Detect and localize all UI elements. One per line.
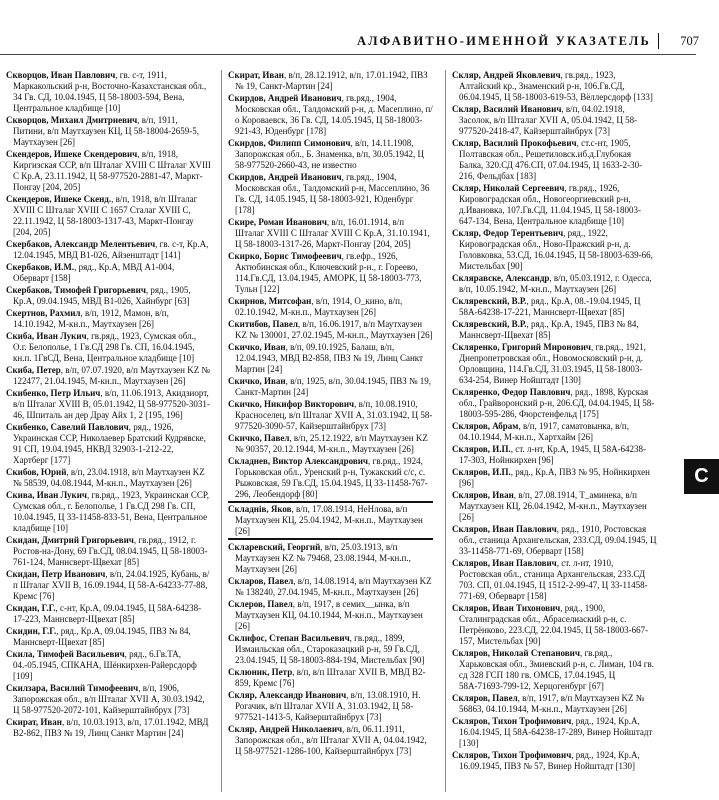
column-separator xyxy=(445,70,446,792)
entry-details: , в/п, 11.06.1913, Акидзиорт, в/п Шталаг XVIII В, 05.01.1942, Ц 58-977520-3031-46, Шпиталь ан дер Драу Айх 1, 2 [195, 196] xyxy=(13,388,210,420)
entry-name: Скляров, И.П. xyxy=(452,467,511,477)
entry-details: , ряд., Кр.А, МВД А1-004, Оберварт [158] xyxy=(13,262,175,283)
entry-name: Скирдов, Андрей Иванович xyxy=(228,93,342,103)
index-entry xyxy=(452,490,657,523)
entry-details: , в/п, 24.04.1925, Кубань, в/п Шталаг XVII В, 16.09.1944, Ц 58-А-64233-77-88, Кремс [76] xyxy=(13,569,210,601)
index-entry xyxy=(228,251,433,295)
entry-details: , гв. с-т, Кр.А, 12.04.1945, МВД В1-026, Айзенштадт [141] xyxy=(13,239,209,260)
index-entry xyxy=(6,626,211,648)
index-entry xyxy=(228,690,433,723)
entry-name: Скляров, Иван xyxy=(452,490,514,500)
index-entry xyxy=(228,542,433,575)
index-entry xyxy=(6,388,211,421)
index-entry xyxy=(6,535,211,568)
entry-details: , гв.ряд., 1924, Горьковская обл., Уренский р-н, Тужакский с/с, с. Рыжовская, 59 Гв.СД, 15.04.1945, Ц 33-11458-767-296, Леобендорф [80] xyxy=(235,456,428,499)
entry-name: Скичко, Павел xyxy=(228,433,290,443)
index-entry xyxy=(452,467,657,489)
entry-details: , ряд., 1922, Кировоградская обл., Ново-Пражский р-н, д. Головковка, 53.СД, 16.04.1945, Ц 58-18003-639-66, Мистельбах [90] xyxy=(459,228,653,271)
index-entry xyxy=(452,693,657,715)
entry-details: , ряд., Кр.А, 09.04.1945, ПВЗ № 84, Маннсверт-Щвехат [85] xyxy=(13,626,191,647)
entry-details: , гв. с-т, 1911, Маркакольский р-н, Восточно-Казахстанская обл., 34 Гв. СД, 10.04.1945, Ц 58-18003-594, Вена, Центральное кладбище [10] xyxy=(13,70,207,113)
entry-name: Скляров, И.П. xyxy=(452,444,511,454)
entry-details: , в/п, 23.04.1918, в/п Маутхаузен KZ № 58539, 04.08.1944, М-кн.п., Маутхаузен [26] xyxy=(13,467,205,488)
entry-name: Скитибов, Павел xyxy=(228,319,298,329)
entry-name: Скилзара, Василий Тимофеевич xyxy=(6,683,139,693)
index-column-1 xyxy=(6,70,211,792)
entry-details: , в/п, 04.02.1918, Засолок, в/п Шталаг XVII А, 05.04.1942, Ц 58-977520-2418-47, Кайзерштайнбрух [73] xyxy=(459,104,638,136)
entry-details: , гв.ряд., 1912, г. Ростов-на-Дону, 69 Гв.СД, 08.04.1945, Ц 58-18003-761-124, Маннсверт-Щвехат [85] xyxy=(13,535,208,567)
entry-name: Скирко, Борис Тимофеевич xyxy=(228,251,342,261)
index-column-3 xyxy=(452,70,657,792)
entry-name: Склифос, Степан Васильевич xyxy=(228,633,350,643)
entry-name: Скляр, Василий Прокофьевич xyxy=(452,138,577,148)
index-entry xyxy=(228,599,433,632)
entry-name: Скичко, Иван xyxy=(228,342,286,352)
entry-name: Скиба, Иван Лукич xyxy=(6,331,87,341)
entry-details: , в/п, 17.08.1914, НеНлова, в/п Маутхаузен КЦ, 25.04.1942, М-кн.п., Маутхаузен [26] xyxy=(235,504,423,536)
entry-details: , ряд., Кр.А, 1945, ПВЗ № 84, Маннсверт-Щвехат [85] xyxy=(459,319,639,340)
index-entry xyxy=(452,104,657,137)
index-entry xyxy=(228,399,433,432)
entry-details: , в/п, 28.12.1912, в/п, 17.01.1942, ПВЗ № 19, Санкт-Мартин [24] xyxy=(235,70,428,91)
entry-details: , в/п, 13.08.1910, Н. Рогачик, в/п Шталаг XVII А, 31.03.1942, Ц 58-977521-1413-5, Кайзерштайнбрух [73] xyxy=(235,690,421,722)
entry-name: Скидан, Дмитрий Григорьевич xyxy=(6,535,134,545)
entry-name: Скляр, Андрей Яковлевич xyxy=(452,70,561,80)
entry-details: , в/п, 14.08.1914, в/п Маутхаузен KZ № 138240, 27.04.1945, М-кн.п., Маутхаузен [26] xyxy=(235,576,432,597)
index-entry xyxy=(452,387,657,420)
index-entry xyxy=(6,683,211,716)
entry-details: , в/п, 14.11.1908, Запорожская обл., Б. Знаменка, в/п, 30.05.1942, Ц 58-977520-2660-43, не известно xyxy=(235,138,425,170)
entry-details: , ряд., 1905, Кр.А, 09.04.1945, МВД В1-026, Хайнбург [63] xyxy=(13,285,191,306)
entry-details: , ряд., 1924, Кр.А, 16.04.1945, Ц 58А-64238-17-289, Винер Нойштадт [130] xyxy=(459,716,653,748)
page-header xyxy=(0,0,719,62)
entry-details: , гв.ефр., 1926, Актюбинская обл., Ключевский р-н., г. Гореево, 114.Гв.СД, 13.04.1945, АМОРК, Ц 58-18003-773, Тульн [122] xyxy=(235,251,422,294)
entry-name: Скляр, Федор Терентьевич xyxy=(452,228,564,238)
index-entry xyxy=(6,308,211,330)
entry-details: , в/п, 16.01.1914, в/п Шталаг XVIII С Шталаг XVIII С Кр.А, 31.10.1941, Ц 58-18003-1317-26, Маркт-Понгау [204, 205] xyxy=(235,217,430,249)
entry-name: Скляров, Павел xyxy=(452,693,518,703)
index-entry xyxy=(452,70,657,103)
entry-details: , гв.ряд., Харьковская обл., Змиевский р-н, с. Лиман, 104 гв. сд 328 ГСП 180 гв. ОМСБ, 17.04.1945, Ц 58А-71693-799-12, Херцогенбург [67] xyxy=(459,648,654,691)
entry-name: Скичко, Иван xyxy=(228,376,286,386)
entry-details: , ряд., 1924, Кр.А, 16.09.1945, ПВЗ № 57, Винер Нойштадт [130] xyxy=(459,750,640,771)
entry-details: , гв.ряд., 1923, Украинская ССР, Сумская обл., г. Белополье, 1 Гв.СД 298 Гв. СП, 10.04.1945, Ц 33-11458-833-51, Вена, Центральное кладбище [10] xyxy=(13,490,209,533)
index-entry xyxy=(6,490,211,534)
entry-details: , ряд., 1900, Сталинградская обл., Абраселиаский р-н, с. Петрёнково, 223.СД, 22.04.1945, Ц 58-18003-667-157, Мистельбах [90] xyxy=(459,603,649,646)
entry-name: Скербаков, Тимофей Григорьевич xyxy=(6,285,146,295)
index-entry xyxy=(452,296,657,318)
index-entry xyxy=(452,319,657,341)
index-entry xyxy=(228,319,433,341)
entry-name: Скляр, Василий Иванович xyxy=(452,104,562,114)
entry-details: , ст. л-нт, 1910, Ростовская обл., станица Архангельская, 233.СД 703. СП, 01.04.1945, Ц 1512-2-99-47, Ц 33-11458-771-69, Оберварт [158] xyxy=(459,558,648,601)
entry-name: Скляров, Иван Павлович xyxy=(452,524,557,534)
index-entry xyxy=(6,331,211,364)
entry-name: Скиба, Петер xyxy=(6,365,61,375)
entry-details: , в/п, 05.03.1912, г. Одесса, в/п, 10.05.1942, М-кн.п., Маутхаузен [26] xyxy=(459,273,652,294)
index-entry xyxy=(452,750,657,772)
entry-name: Скичко, Никифор Викторович xyxy=(228,399,355,409)
entry-details: , в/п, 1917, в семих__ынка, в/п Маутхаузен КЦ, 04.10.1944, М-кн.п., Маутхаузен [26] xyxy=(235,599,423,631)
entry-details: , в/п, 1912, Мамон, в/п, 14.10.1942, М-кн.п., Маутхаузен [26] xyxy=(13,308,169,329)
letter-tab: С xyxy=(684,459,719,494)
entry-details: , ряд., 1898, Курская обл., Грайворонский р-н, 206.СД, 04.04.1945, Ц 58-18003-595-286, Фюрстенфельд [175] xyxy=(459,387,655,419)
index-entry xyxy=(6,365,211,387)
index-entry xyxy=(228,217,433,250)
entry-name: Скляр, Андрей Николаевич xyxy=(228,724,343,734)
index-entry xyxy=(6,194,211,238)
entry-details: , гв.ряд., 1899, Измаильская обл., Староказацкий р-н, 59 Гв.СД, 23.04.1945, Ц 58-18003-884-194, Мистельбах [90] xyxy=(235,633,425,665)
entry-name: Скирдов, Андрей Иванович xyxy=(228,172,342,182)
index-entry xyxy=(228,576,433,598)
index-entry xyxy=(452,342,657,386)
index-entry-highlighted xyxy=(228,504,433,537)
entry-details: , в/п, 25.03.1913, в/п Маутхаузен KZ № 79468, 23.08.1944, М-кн.п., Маутхаузен [26] xyxy=(235,542,411,574)
index-entry xyxy=(228,433,433,455)
entry-details: , в/п, 16.06.1917, в/п Маутхаузен KZ № 130001, 27.02.1945, М-кн.п., Маутхаузен [26] xyxy=(235,319,433,340)
index-entry xyxy=(452,603,657,647)
index-entry xyxy=(452,138,657,182)
index-entry xyxy=(452,421,657,443)
entry-name: Скербаков, И.М. xyxy=(6,262,75,272)
entry-details: , ряд., 1926, Украинская ССР, Николаевер Братский Кудрявске, 91 СП, 19.04.1945, НКВД 32903-1-212-22, Хартберг [177] xyxy=(13,422,206,465)
page-number: 707 xyxy=(680,34,699,48)
index-entry xyxy=(6,649,211,682)
entry-name: Скербаков, Александр Мелентьевич xyxy=(6,239,156,249)
entry-name: Скидин, Г.Г. xyxy=(6,626,57,636)
index-entry xyxy=(228,376,433,398)
entry-name: Скляравске, Александр xyxy=(452,273,550,283)
index-entry xyxy=(228,138,433,171)
index-entry xyxy=(228,667,433,689)
index-entry xyxy=(228,456,433,500)
entry-details: , гв.ряд., 1921, Днепропетровская обл., Новомосковский р-н, д. Орловщина, 114.Гв.СД, 31.03.1945, Ц 58-18003-634-254, Винер Нойштадт [130] xyxy=(459,342,646,385)
index-entry xyxy=(228,633,433,666)
index-entry xyxy=(452,228,657,272)
entry-details: , в/п, 07.07.1920, в/п Маутхаузен KZ № 122477, 21.04.1945, М-кн.п., Маутхаузен [26] xyxy=(13,365,211,386)
entry-name: Скират, Иван xyxy=(228,70,284,80)
index-entry xyxy=(6,467,211,489)
entry-name: Скляр, Николай Сергеевич xyxy=(452,183,565,193)
entry-name: Скляров, Тихон Трофимович xyxy=(452,750,572,760)
entry-name: Скират, Иван xyxy=(6,717,62,727)
index-entry xyxy=(452,183,657,227)
entry-name: Скляров, Иван Павлович xyxy=(452,558,557,568)
entry-details: , гв.ряд., 1926, Кировоградская обл., Новогеоргиевский р-н, д.Ивановка, 107.Гв.СД, 11.04.1945, Ц 58-18003-647-134, Вена, Центральное кладбище [10] xyxy=(459,183,641,226)
index-entry xyxy=(228,342,433,375)
entry-details: , в/п, 10.03.1913, в/п, 17.01.1942, МВД В2-862, ПВЗ № 19, Линц Санкт Мартин [24] xyxy=(13,717,209,738)
entry-details: , с-нт, Кр.А, 09.04.1945, Ц 58А-64238-17-223, Маннсверт-Щвехат [85] xyxy=(13,603,202,624)
entry-details: , в/п, 10.08.1910, Красноселец, в/п Шталаг XVII А, 31.03.1942, Ц 58-977520-3090-57, Кайзерштайнбрух [73] xyxy=(235,399,433,431)
entry-details: , в/п, 1917, в/п Маутхаузен KZ № 56863, 04.10.1944, М-кн.п., Маутхаузен [26] xyxy=(459,693,645,714)
entry-details: , в/п, 1914, О_кино, в/п, 02.10.1942, М-кн.п., Маутхаузен [26] xyxy=(235,296,403,317)
index-column-2 xyxy=(228,70,433,792)
header-rule xyxy=(0,54,696,55)
entry-name: Скидан, Петр Иванович xyxy=(6,569,106,579)
entry-details: , ряд., Кр.А, ПВЗ № 95, Нойнкирхен [96] xyxy=(459,467,650,488)
entry-details: , в/п, 1925, в/п, 30.04.1945, ПВЗ № 19, Санкт-Мартин [24] xyxy=(235,376,432,397)
index-entry xyxy=(6,239,211,261)
entry-name: Склеров, Павел xyxy=(228,599,293,609)
index-entry xyxy=(6,115,211,148)
entry-details: , в/п, 1911, Питини, в/п Маутхаузен КЦ, Ц 58-18004-2659-5, Маутхаузен [26] xyxy=(13,115,200,147)
entry-details: , в/п, 25.12.1922, в/п Маутхаузен KZ № 90357, 20.12.1944, М-кн.п., Маутхаузен [26] xyxy=(235,433,428,454)
index-entry xyxy=(6,569,211,602)
entry-details: , в/п, 1906, Запорожская обл., в/п Шталаг XVII А, 30.03.1942, Ц 58-977520-2072-101, Кайзерштайнбрух [73] xyxy=(13,683,205,715)
entry-name: Скирнов, Митсофан xyxy=(228,296,312,306)
index-entry xyxy=(228,724,433,757)
entry-name: Скляров, Абрам xyxy=(452,421,519,431)
entry-name: Скляренко, Федор Павлович xyxy=(452,387,571,397)
index-entry xyxy=(6,285,211,307)
entry-name: Скляревский, В.Р. xyxy=(452,296,527,306)
entry-name: Скляренко, Григорий Миронович xyxy=(452,342,591,352)
entry-details: , ст. л-нт, Кр.А, 1945, Ц 58А-64238-17-303, Нойнкирхен [96] xyxy=(459,444,647,465)
entry-name: Склюник, Петр xyxy=(228,667,293,677)
entry-details: , в/п, 06.11.1911, Запорожская обл., в/п Шталаг XVII А, 04.04.1942, Ц 58-977521-1286-100, Кайзерштайнбрух [73] xyxy=(235,724,427,756)
entry-name: Складнів, Яков xyxy=(228,504,292,514)
entry-name: Скирдов, Филипп Симонович xyxy=(228,138,351,148)
entry-name: Скляров, Иван Тихонович xyxy=(452,603,561,613)
index-entry xyxy=(452,716,657,749)
entry-name: Скива, Иван Лукич xyxy=(6,490,87,500)
entry-details: , ст.с-нт, 1905, Полтавская обл., Решетиловск.иб.д.Глубокая Балка, 320.СД 476.СП, 07.04.1945, Ц 1633-2-30-216, Фельдбах [183] xyxy=(459,138,643,181)
index-entry xyxy=(6,149,211,193)
index-entry xyxy=(6,717,211,739)
entry-details: , в/п, в/п Шталаг XVII В, МВД В2-859, Кремс [76] xyxy=(235,667,426,688)
entry-details: , гв.ряд., 1923, Алтайский кр., Знаменский р-н, 106.Гв.СД, 06.04.1945, Ц 58-18003-619-53, Вёллерсдорф [133] xyxy=(459,70,653,102)
index-entry xyxy=(452,558,657,602)
entry-details: , гв.ряд., 1923, Сумская обл., О.г. Белополье, 1 Гв.СД 298 Гв. СП, 16.04.1945, кн.п. 1ГвСД, Вена, Центральное кладбище [10] xyxy=(13,331,197,363)
entry-details: , гв.ряд., 1904, Московская обл., Талдомский р-н, д. Масеплино, п/о Короваевск, 36 Гв. СД, 14.05.1945, Ц 58-18003-921-43, Юденбург [178] xyxy=(235,93,433,136)
entry-details: , в/п, 1918, Киргизская ССР, в/п Шталаг XVIII С Шталаг XVIII С Кр.А, 23.11.1942, Ц 58-977520-2881-47, Маркт-Понгау [204, 205] xyxy=(13,149,211,192)
entry-name: Скире, Роман Иванович xyxy=(228,217,327,227)
entry-name: Скендеров, Ишеке Скенд. xyxy=(6,194,112,204)
index-entry xyxy=(228,93,433,137)
entry-name: Скляров, Тихон Трофимович xyxy=(452,716,572,726)
index-entry xyxy=(6,603,211,625)
entry-details: , в/п, 09.10.1925, Балаш, в/п, 12.04.1943, МВД В2-858, ПВЗ № 19, Линц Санкт Мартин [24] xyxy=(235,342,423,374)
entry-name: Скляревский, В.Р. xyxy=(452,319,527,329)
entry-details: , в/п, 1918, в/п Шталаг XVIII С Шталаг XVIII С 1657 Сталаг XVIII С, 22.11.1942, Ц 58-18003-1317-43, Маркт-Понгау [204, 205] xyxy=(13,194,198,237)
entry-details: , ряд., Кр.А, 08.-19.04.1945, Ц 58А-64238-17-221, Маннсверт-Щвехат [85] xyxy=(459,296,641,317)
index-entry xyxy=(452,444,657,466)
column-separator xyxy=(221,70,222,792)
entry-name: Скворцов, Иван Павлович xyxy=(6,70,116,80)
entry-name: Складнев, Виктор Александрович xyxy=(228,456,369,466)
entry-details: , ряд., 6.Гв.ТА, 04.-05.1945, СПКАНА, Шёнкирхен-Райерсдорф [109] xyxy=(13,649,197,681)
index-entry xyxy=(6,422,211,466)
index-entry xyxy=(6,262,211,284)
entry-details: , гв.ряд., 1904, Московская обл., Талдомский р-н, Массеплино, 36 Гв. СД, 14.05.1945, Ц 58-18003-921, Юденбург [178] xyxy=(235,172,430,215)
entry-name: Скибенко, Савелий Павлович xyxy=(6,422,129,432)
entry-name: Скляр, Александр Иванович xyxy=(228,690,347,700)
entry-name: Скидан, Г.Г. xyxy=(6,603,56,613)
entry-details: , в/п, 27.08.1914, Т_аминека, в/п Маутхаузен КЦ, 26.04.1942, М-кн.п., Маутхаузен [26] xyxy=(459,490,647,522)
index-entry xyxy=(452,524,657,557)
entry-name: Скертнов, Рахмил xyxy=(6,308,81,318)
index-entry xyxy=(228,172,433,216)
entry-name: Скворцов, Михаил Дмитриевич xyxy=(6,115,138,125)
entry-name: Скибенко, Петр Ильич xyxy=(6,388,101,398)
running-title: АЛФАВИТНО-ИМЕННОЙ УКАЗАТЕЛЬ xyxy=(356,34,651,48)
entry-name: Скларевский, Георгий xyxy=(228,542,321,552)
entry-name: Скендеров, Ишеке Скендерович xyxy=(6,149,138,159)
index-entry xyxy=(228,70,433,92)
index-entry xyxy=(452,648,657,692)
entry-name: Скларов, Павел xyxy=(228,576,294,586)
index-entry xyxy=(452,273,657,295)
entry-name: Скляров, Николай Степанович xyxy=(452,648,580,658)
index-entry xyxy=(228,296,433,318)
entry-details: , ряд., 1910, Ростовская обл., станица Архангельская, 233.СД, 09.04.1945, Ц 33-11458-771-69, Оберварт [158] xyxy=(459,524,657,556)
entry-details: , в/п, 1917, саматовынка, в/п, 04.10.1944, М-кн.п., Хартхайм [26] xyxy=(459,421,629,442)
entry-name: Скибов, Юрий xyxy=(6,467,67,477)
index-entry xyxy=(6,70,211,114)
entry-name: Скила, Тимофей Васильевич xyxy=(6,649,125,659)
header-divider xyxy=(658,33,659,49)
